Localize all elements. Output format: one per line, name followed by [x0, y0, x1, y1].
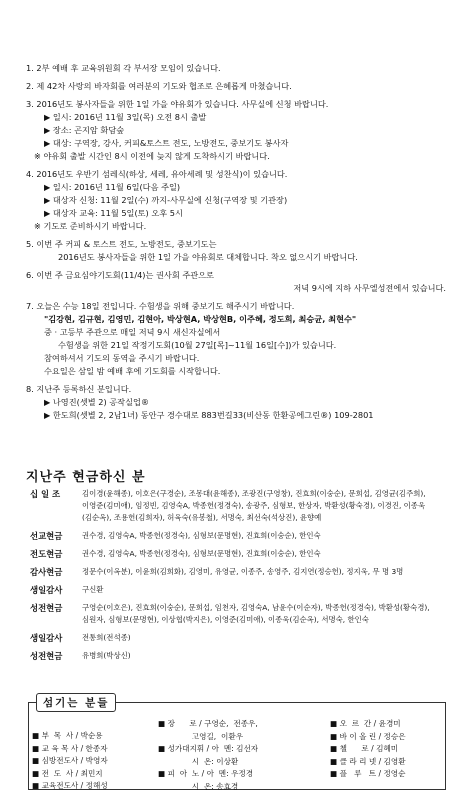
- announcement-line: ※ 기도로 준비하시기 바랍니다.: [34, 221, 147, 231]
- donations-list: [30, 488, 446, 668]
- donation-names: 권수경, 김영숙A, 박종헌(정경숙), 심형보(문명현), 진효희(이숭순), 한인숙: [82, 531, 321, 540]
- announcement-line: 3. 2016년도 봉사자들을 위한 1일 가을 야유회가 있습니다. 사무실에 신청 바랍니다.: [26, 99, 329, 109]
- donation-names: 권수경, 김영숙A, 박종헌(정경숙), 심형보(문명현), 진효희(이숭순), 한인숙: [82, 549, 321, 558]
- donation-label: 성전현금: [30, 651, 63, 661]
- announcement-line: ▶ 장소: 곤지암 화담숲: [44, 125, 125, 135]
- donation-names: 정문수(이옥분), 이윤희(김희화), 김영미, 유영균, 이종주, 송영주, 김지연(정승헌), 정지욱, 무 명 3명: [82, 567, 404, 576]
- servant-entry: ■ 부 목 사 / 박순용: [32, 731, 103, 740]
- donations-title: 지난주 현금하신 분: [26, 470, 146, 485]
- announcement-line: 6. 이번 주 금요심야기도회(11/4)는 권사회 주관으로: [26, 270, 214, 280]
- servants-column-2: [158, 718, 258, 793]
- announcement-line: 2016년도 봉사자들을 위한 1일 가을 야유회로 대체합니다. 착오 없으시기 바랍니다.: [58, 252, 358, 262]
- donation-label: 선교현금: [30, 531, 63, 541]
- donation-names: 전통희(전석종): [82, 633, 131, 642]
- servants-column-1: [32, 730, 108, 793]
- announcement-line: 5. 이번 주 커피 & 토스트 전도, 노방전도, 중보기도는: [26, 239, 217, 249]
- servant-entry: ■ 플 루 트 / 정영순: [330, 769, 406, 778]
- donation-names: 김이경(윤해종), 이호은(구경순), 조몽대(윤해종), 조광진(구영창), 진효희(이숭순), 문희섭, 김영균(김주희), 이영준(김미애), 임정빈, 김영숙A, 박종헌(정경숙), 송광주, 심형보, 한상자, 박환성(황숙경), 이경진, 이종욱 (김순옥), 조용헌(김희자), 허육숙(유봉철), 서명숙, 최선숙(석상진), 윤향예: [82, 489, 426, 522]
- donation-row: [30, 602, 446, 626]
- donation-row: [30, 548, 446, 560]
- servant-entry: ■ 심방전도사 / 박영자: [32, 756, 108, 765]
- donation-names: 구영순(이호은), 진효희(이숭순), 문희섭, 임천자, 김영숙A, 남윤수(이순자), 박종헌(정경숙), 박환성(황숙경), 심원자, 심형보(문명현), 이상협(박지은), 이영준(김미애), 이종욱(김순옥), 서명숙, 한인숙: [82, 603, 430, 624]
- donation-row: [30, 566, 446, 578]
- donation-label: 생일감사: [30, 585, 63, 595]
- donation-row: [30, 632, 446, 644]
- donation-row: [30, 650, 446, 662]
- servant-entry: ■ 장 로 / 구영순, 전종우,: [158, 719, 258, 728]
- announcement-line: 참여하셔서 기도의 동역을 주시기 바랍니다.: [44, 353, 200, 363]
- donation-label: 감사현금: [30, 567, 63, 577]
- announcement-line: 2. 제 42차 사랑의 바자회를 여러분의 기도와 협조로 은혜롭게 마쳤습니다.: [26, 81, 292, 91]
- announcement-line: 수요일은 삼일 밤 예배 후에 기도회를 시작합니다.: [44, 366, 221, 376]
- announcement-line: 4. 2016년도 우반기 섬레식(하상, 세레, 유아세례 및 성찬식)이 있습니다.: [26, 169, 288, 179]
- donation-label: 생일감사: [30, 633, 63, 643]
- announcement-line: ▶ 나영진(셋별 2) 공작실업®: [44, 397, 150, 407]
- announcement-line: 저녁 9시에 지하 사무엘성전에서 있습니다.: [293, 283, 446, 293]
- announcement-line: 수험생을 위한 21일 작정기도회(10월 27일[목]~11월 16일[수])가 있습니다.: [58, 340, 337, 350]
- servant-entry: ■ 첼 로 / 김혜미: [330, 744, 399, 753]
- servant-entry: ■ 성가대지휘 / 아 멘: 김선자: [158, 744, 259, 753]
- servants-column-3: [330, 718, 406, 781]
- announcement-line: ▶ 한도희(셋별 2, 2남1녀) 동안구 경수대로 883번길33(비산동 한환공에그린®) 109-2801: [44, 410, 374, 420]
- announcements-list: [26, 62, 446, 422]
- announcement-line: ▶ 대상자 신청: 11월 2일(수) 까지-사무실에 신청(구역장 및 기관장): [44, 195, 288, 205]
- announcement-line: 1. 2부 예배 후 교육위원회 각 부서장 모임이 있습니다.: [26, 63, 221, 73]
- servant-entry: ■ 교 육 목 사 / 한종자: [32, 743, 108, 753]
- donation-label: 성전현금: [30, 603, 63, 613]
- donation-row: [30, 488, 446, 524]
- announcement-line: 7. 오늘은 수능 18일 전입니다. 수험생을 위해 중보기도 해주시기 바랍니다.: [26, 301, 295, 311]
- announcement-line: 8. 지난주 등록하신 분입니다.: [26, 384, 132, 394]
- announcement-line: 중 · 고등부 주관으로 매일 저녁 9시 새신자실에서: [44, 327, 221, 337]
- donation-names: 구신환: [82, 585, 104, 594]
- announcement-line: "김강현, 김규현, 김영민, 김현아, 박상현A, 박상현B, 이주혜, 정도희, 최승균, 최현수": [44, 314, 357, 324]
- donation-names: 유병희(박상신): [82, 651, 131, 660]
- servant-entry: ■ 오 르 간 / 윤경미: [330, 719, 401, 728]
- servant-entry: 시 온: 송효경: [158, 781, 239, 791]
- servant-entry: ■ 바 이 올 린 / 정승은: [330, 731, 406, 741]
- donation-label: 십 일 조: [30, 489, 61, 499]
- donation-row: [30, 530, 446, 542]
- donation-row: [30, 584, 446, 596]
- announcement-line: ※ 야유회 출발 시간인 8시 이전에 늦지 않게 도착하시기 바랍니다.: [34, 151, 270, 161]
- announcement-line: ▶ 일시: 2016년 11월 6일(다음 주일): [44, 182, 181, 192]
- servant-entry: ■ 피 아 노 / 아 멘: 우정경: [158, 769, 254, 778]
- servant-entry: ■ 교육전도사 / 정해성: [32, 781, 108, 790]
- announcement-line: ▶ 대상자 교육: 11월 5일(토) 오후 5시: [44, 208, 183, 218]
- servant-entry: ■ 전 도 사 / 최민지: [32, 768, 103, 778]
- announcement-line: ▶ 일시: 2016년 11월 3일(목) 오전 8시 출발: [44, 112, 207, 122]
- servant-entry: 시 온: 이상환: [158, 756, 239, 766]
- servants-title: 섬기는 분들: [36, 693, 116, 712]
- servant-entry: 고영길, 이환우: [158, 731, 244, 741]
- donation-label: 전도현금: [30, 549, 63, 559]
- servant-entry: ■ 클 라 리 넷 / 김영환: [330, 756, 406, 766]
- announcement-line: ▶ 대상: 구역장, 강사, 커피&토스트 전도, 노방전도, 중보기도 봉사자: [44, 138, 289, 148]
